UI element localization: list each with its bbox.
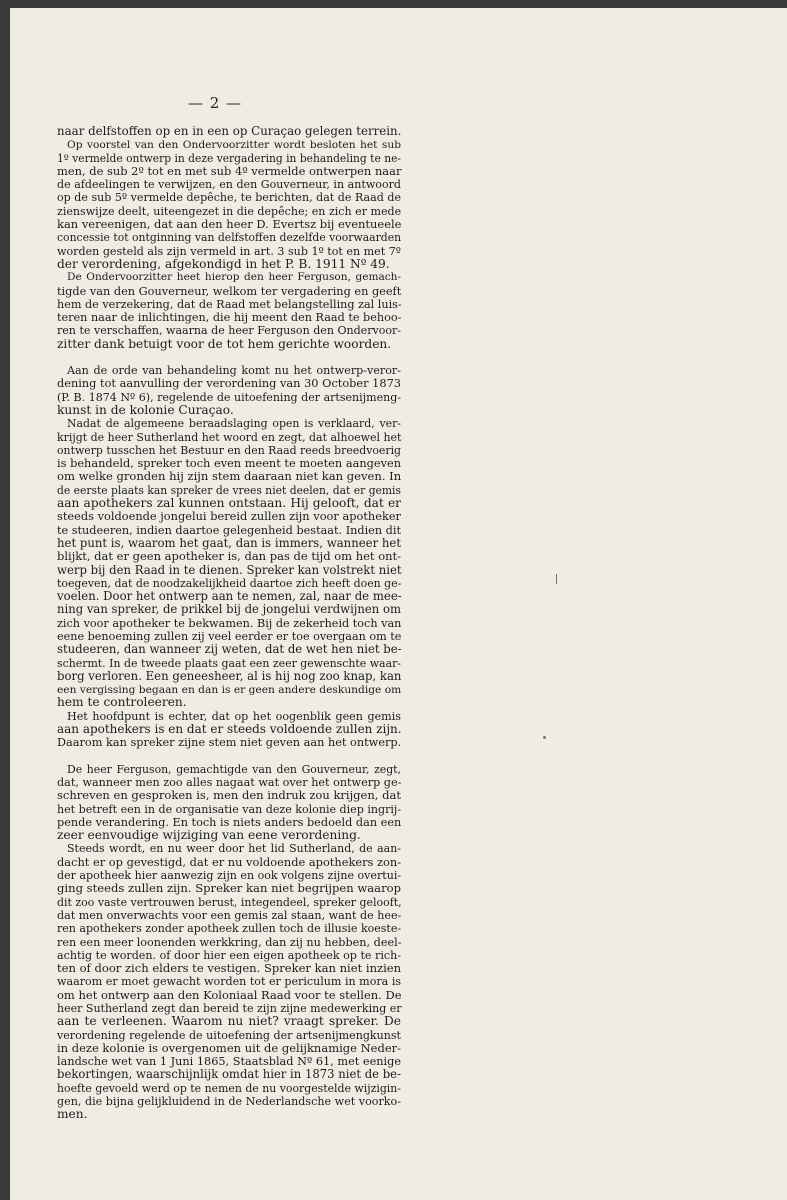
paragraph bbox=[57, 710, 401, 750]
text-line: krijgt de heer Sutherland het woord en zegt, dat alhoewel het bbox=[57, 430, 402, 444]
text-line: zienswijze deelt, uiteengezet in die depêche; en zich er mede bbox=[57, 204, 402, 218]
text-line: om welke gronden hij zijn stem daaraan niet kan geven. In bbox=[57, 469, 402, 484]
paragraph-gap bbox=[57, 750, 401, 763]
text-line: toegeven, dat de noodzakelijkheid daartoe zich heeft doen ge- bbox=[57, 576, 402, 590]
margin-dot bbox=[543, 736, 546, 739]
paragraph bbox=[57, 125, 401, 138]
text-line: Nadat de algemeene beraadslaging open is verklaard, ver- bbox=[67, 417, 401, 431]
paragraph bbox=[57, 842, 401, 1121]
text-line: is behandeld, spreker toch even meent te moeten aangeven bbox=[57, 456, 401, 471]
text-line: ren een meer loonenden werkkring, dan zij nu hebben, deel- bbox=[57, 935, 402, 949]
text-line: in deze kolonie is overgenomen uit de gelijknamige Neder- bbox=[57, 1040, 402, 1055]
text-line: De Ondervoorzitter heet hierop den heer Ferguson, gemach- bbox=[67, 271, 401, 284]
text-line: op de sub 5º vermelde depêche, te berichten, dat de Raad de bbox=[57, 191, 401, 205]
text-line: dening tot aanvulling der verordening van 30 October 1873 bbox=[57, 376, 401, 391]
text-line: ren te verschaffen, waarna de heer Ferguson den Ondervoor- bbox=[57, 324, 401, 338]
paragraph bbox=[57, 271, 401, 351]
text-line: blijkt, dat er geen apotheker is, dan pas de tijd om het ont- bbox=[57, 549, 402, 564]
text-line: aan te verleenen. Waarom nu niet? vraagt spreker. De bbox=[57, 1014, 401, 1029]
text-line: dacht er op gevestigd, dat er nu voldoende apothekers zon- bbox=[57, 854, 402, 869]
paragraph bbox=[57, 763, 401, 843]
text-line: ning van spreker, de prikkel bij de jongelui verdwijnen om bbox=[57, 602, 401, 617]
text-line: schreven en gesproken is, men den indruk zou krijgen, dat bbox=[57, 788, 401, 803]
text-line: men, de sub 2º tot en met sub 4º vermelde ontwerpen naar bbox=[57, 163, 402, 178]
text-line: worden gesteld als zijn vermeld in art. 3 sub 1º tot en met 7º bbox=[57, 244, 401, 258]
text-line: ontwerp tusschen het Bestuur en den Raad reeds breedvoerig bbox=[57, 443, 402, 457]
text-line: de eerste plaats kan spreker de vrees niet deelen, dat er gemis bbox=[57, 483, 401, 497]
text-line: verordening regelende de uitoefening der artsenijmengkunst bbox=[57, 1028, 401, 1042]
text-line: gen, die bijna gelijkluidend in de Nederlandsche wet voorko- bbox=[57, 1095, 401, 1109]
text-line: het betreft een in de organisatie van deze kolonie diep ingrij- bbox=[57, 802, 402, 816]
text-line: kunst in de kolonie Curaçao. bbox=[57, 402, 234, 417]
text-line: achtig te worden. of door hier een eigen apotheek op te rich- bbox=[57, 948, 401, 962]
text-line: te studeeren, indien daartoe gelegenheid bestaat. Indien dit bbox=[57, 523, 401, 537]
text-line: Steeds wordt, en nu weer door het lid Sutherland, de aan- bbox=[67, 842, 401, 856]
text-line: een vergissing begaan en dan is er geen andere deskundige om bbox=[57, 683, 402, 697]
text-line: steeds voldoende jongelui bereid zullen zijn voor apotheker bbox=[57, 509, 401, 524]
text-line: de afdeelingen te verwijzen, en den Gouverneur, in antwoord bbox=[57, 178, 401, 192]
text-line: heer Sutherland zegt dan bereid te zijn zijne medewerking er bbox=[57, 1002, 402, 1015]
text-line: zitter dank betuigt voor de tot hem gerichte woorden. bbox=[57, 336, 392, 351]
text-line: naar delfstoffen op en in een op Curaçao gelegen terrein. bbox=[57, 124, 402, 138]
paragraph-gap bbox=[57, 351, 401, 364]
text-line: landsche wet van 1 Juni 1865, Staatsblad Nº 61, met eenige bbox=[57, 1055, 401, 1069]
text-line: Daarom kan spreker zijne stem niet geven aan het ontwerp. bbox=[57, 736, 402, 750]
text-line: tigde van den Gouverneur, welkom ter vergadering en geeft bbox=[57, 284, 402, 298]
text-line: (P. B. 1874 Nº 6), regelende de uitoefening der artsenijmeng- bbox=[57, 390, 401, 404]
text-line: het punt is, waarom het gaat, dan is immers, wanneer het bbox=[57, 535, 402, 550]
text-line: eene benoeming zullen zij veel eerder er toe overgaan om te bbox=[57, 629, 402, 643]
text-line: aan apothekers is en dat er steeds voldoende zullen zijn. bbox=[57, 722, 402, 737]
text-line: borg verloren. Een geneesheer, al is hij nog zoo knap, kan bbox=[57, 668, 402, 683]
text-line: concessie tot ontginning van delfstoffen dezelfde voorwaarden bbox=[57, 231, 402, 245]
paragraph bbox=[57, 138, 401, 271]
text-line: schermt. In de tweede plaats gaat een zeer gewenschte waar- bbox=[57, 656, 401, 670]
text-line: De heer Ferguson, gemachtigde van den Gouverneur, zegt, bbox=[67, 762, 401, 776]
text-line: Aan de orde van behandeling komt nu het ontwerp-veror- bbox=[67, 364, 401, 378]
text-line: hoefte gevoeld werd op te nemen de nu voorgestelde wijzigin- bbox=[57, 1081, 401, 1095]
text-line: ren apothekers zonder apotheek zullen toch de illusie koeste- bbox=[57, 922, 402, 936]
text-line: aan apothekers zal kunnen ontstaan. Hij gelooft, dat er bbox=[57, 496, 401, 511]
text-line: kan vereenigen, dat aan den heer D. Evertsz bij eventueele bbox=[57, 217, 402, 232]
text-line: waarom er moet gewacht worden tot er periculum in mora is bbox=[57, 975, 402, 989]
text-line: men. bbox=[57, 1107, 88, 1122]
text-line: om het ontwerp aan den Koloniaal Raad voor te stellen. De bbox=[57, 987, 402, 1002]
text-line: ging steeds zullen zijn. Spreker kan niet begrijpen waarop bbox=[57, 881, 401, 896]
body-text bbox=[57, 125, 401, 1122]
text-line: ten of door zich elders te vestigen. Spreker kan niet inzien bbox=[57, 961, 402, 976]
text-line: 1º vermelde ontwerp in deze vergadering in behandeling te ne- bbox=[57, 151, 401, 165]
text-line: dat, wanneer men zoo alles nagaat wat over het ontwerp ge- bbox=[57, 775, 402, 789]
text-line: studeeren, dan wanneer zij weten, dat de wet hen niet be- bbox=[57, 642, 402, 657]
text-line: bekortingen, waarschijnlijk omdat hier in 1873 niet de be- bbox=[57, 1067, 401, 1082]
text-line: voelen. Door het ontwerp aan te nemen, zal, naar de mee- bbox=[57, 589, 402, 604]
text-line: werp bij den Raad in te dienen. Spreker kan volstrekt niet bbox=[57, 562, 402, 577]
paragraph bbox=[57, 417, 401, 710]
text-line: teren naar de inlichtingen, die hij meent den Raad te behoo- bbox=[57, 311, 402, 325]
text-line: hem te controleeren. bbox=[57, 695, 187, 710]
text-line: Op voorstel van den Ondervoorzitter wordt besloten het sub bbox=[67, 138, 401, 152]
margin-mark bbox=[556, 574, 557, 584]
text-line: hem de verzekering, dat de Raad met belangstelling zal luis- bbox=[57, 297, 402, 311]
text-line: dat men onverwachts voor een gemis zal staan, want de hee- bbox=[57, 908, 402, 922]
paragraph bbox=[57, 364, 401, 417]
text-line: zich voor apotheker te bekwamen. Bij de zekerheid toch van bbox=[57, 616, 402, 630]
text-line: zeer eenvoudige wijziging van eene verordening. bbox=[57, 828, 361, 843]
document-page bbox=[10, 8, 787, 1200]
text-line: dit zoo vaste vertrouwen berust, integendeel, spreker gelooft, bbox=[57, 895, 402, 909]
text-line: Het hoofdpunt is echter, dat op het oogenblik geen gemis bbox=[67, 709, 401, 723]
text-line: pende verandering. En toch is niets anders bedoeld dan een bbox=[57, 815, 402, 829]
text-line: der verordening, afgekondigd in het P. B. 1911 Nº 49. bbox=[57, 256, 390, 271]
page-number: — 2 — bbox=[187, 94, 243, 112]
text-line: der apotheek hier aanwezig zijn en ook volgens zijne overtui- bbox=[57, 869, 402, 883]
